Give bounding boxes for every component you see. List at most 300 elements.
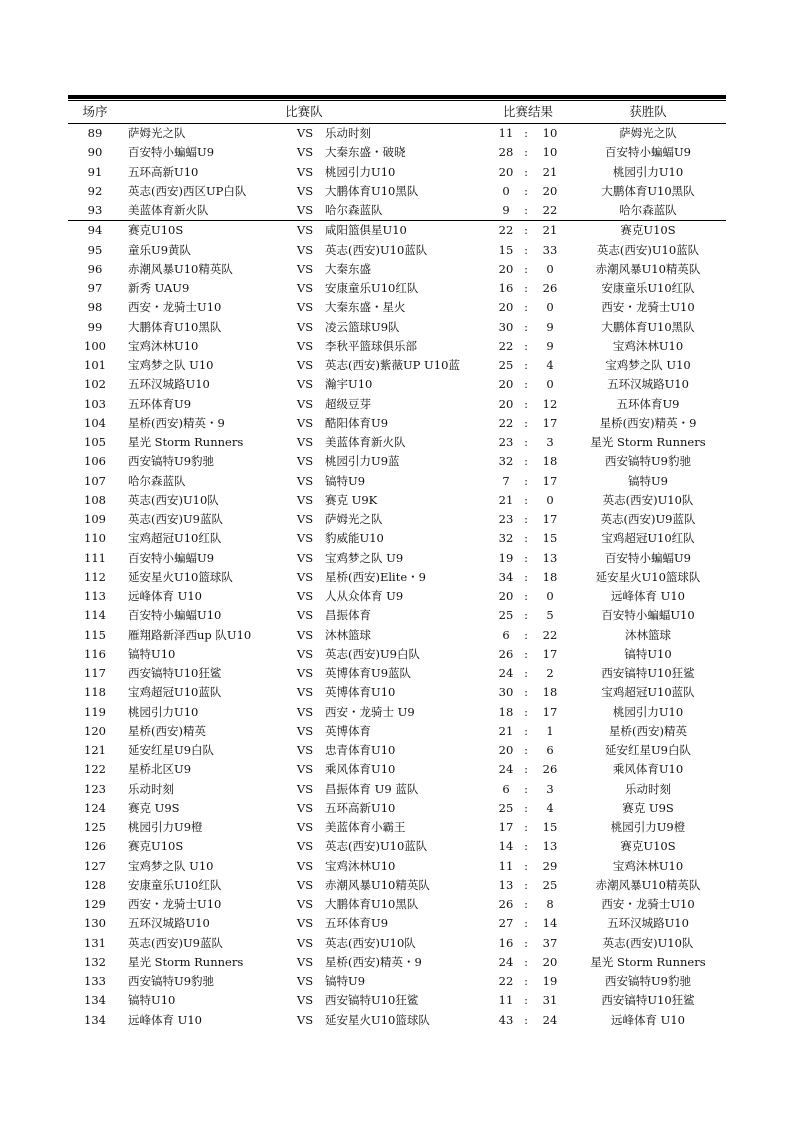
score-colon: :: [524, 145, 528, 160]
score-a: 22: [498, 974, 514, 988]
winner: 大鹏体育U10黑队: [601, 319, 695, 334]
team-b: 英志(西安)U10队: [325, 935, 416, 950]
score-b: 22: [542, 627, 558, 642]
team-a: 远峰体育 U10: [128, 589, 202, 603]
winner: 西安镐特U10狂鲨: [601, 993, 695, 1008]
team-b: 英博体育U10: [325, 685, 396, 700]
vs-label: VS: [296, 820, 314, 834]
score-b: 13: [542, 839, 558, 854]
match-number: 109: [84, 512, 106, 526]
team-a: 英志(西安)U10队: [128, 492, 219, 507]
score-colon: :: [524, 897, 528, 911]
table-row: [68, 722, 726, 741]
match-number: 121: [84, 743, 106, 757]
table-row: [68, 780, 726, 799]
winner: 桃园引力U10: [612, 704, 684, 719]
table-row: [68, 587, 726, 606]
vs-label: VS: [296, 415, 314, 430]
team-b: 忠青体育U10: [325, 743, 396, 757]
match-number: 103: [84, 396, 106, 411]
score-colon: :: [524, 877, 528, 892]
score-a: 43: [498, 1012, 514, 1027]
score-b: 17: [542, 473, 558, 488]
team-b: 凌云篮球U9队: [325, 319, 400, 334]
vs-label: VS: [296, 743, 314, 757]
team-a: 五环高新U10: [128, 164, 199, 179]
vs-label: VS: [296, 762, 314, 777]
score-a: 9: [502, 203, 510, 217]
results-table: [68, 95, 726, 1030]
table-row: [68, 279, 726, 298]
score-b: 17: [542, 646, 558, 661]
match-number: 119: [84, 704, 106, 719]
match-number: 134: [84, 1012, 106, 1027]
vs-label: VS: [296, 954, 314, 969]
team-a: 西安镐特U10狂鲨: [128, 666, 222, 680]
score-a: 0: [502, 183, 510, 198]
match-number: 120: [84, 723, 106, 738]
header-winner: 获胜队: [629, 104, 667, 119]
vs-label: VS: [296, 338, 314, 353]
team-a: 萨姆光之队: [128, 126, 186, 140]
score-colon: :: [524, 608, 528, 623]
table-row: [68, 703, 726, 722]
table-row: [68, 606, 726, 625]
header-result: 比赛结果: [502, 104, 553, 119]
vs-label: VS: [296, 666, 314, 680]
header-match-no: 场序: [82, 104, 108, 119]
team-b: 乘风体育U10: [325, 762, 396, 777]
winner: 延安星火U10篮球队: [595, 569, 701, 584]
score-colon: :: [524, 396, 528, 411]
score-colon: :: [524, 550, 528, 565]
vs-label: VS: [296, 377, 314, 392]
team-b: 瀚宇U10: [325, 377, 373, 392]
vs-label: VS: [296, 203, 314, 217]
score-b: 8: [546, 897, 554, 911]
score-b: 20: [542, 183, 558, 198]
score-a: 11: [498, 993, 514, 1008]
winner: 镐特U9: [627, 473, 668, 488]
score-a: 14: [498, 839, 514, 854]
match-number: 104: [84, 415, 106, 430]
vs-label: VS: [296, 126, 314, 140]
score-colon: :: [524, 762, 528, 777]
team-a: 延安红星U9白队: [128, 743, 215, 757]
winner: 百安特小蝙蝠U10: [601, 608, 695, 623]
team-a: 星桥北区U9: [128, 762, 192, 777]
winner: 五环汉城路U10: [607, 916, 689, 931]
score-b: 10: [542, 126, 558, 140]
team-a: 宝鸡超冠U10蓝队: [128, 685, 222, 700]
match-number: 112: [84, 569, 106, 584]
team-a: 远峰体育 U10: [128, 1012, 202, 1027]
team-a: 百安特小蝙蝠U9: [128, 145, 215, 160]
match-number: 101: [84, 358, 106, 372]
score-colon: :: [524, 242, 528, 257]
score-a: 22: [498, 338, 514, 353]
team-a: 五环汉城路U10: [128, 377, 210, 392]
winner: 宝鸡沐林U10: [612, 858, 684, 873]
score-b: 18: [542, 569, 558, 584]
team-b: 宝鸡梦之队 U9: [325, 550, 404, 565]
team-a: 西安镐特U9豹驰: [128, 974, 215, 988]
table-row: [68, 876, 726, 895]
score-b: 0: [546, 377, 554, 392]
match-number: 105: [84, 435, 106, 449]
score-a: 34: [498, 569, 514, 584]
team-b: 西安・龙骑士 U9: [325, 704, 415, 719]
score-a: 21: [498, 492, 514, 507]
score-b: 12: [542, 396, 558, 411]
winner: 五环汉城路U10: [607, 377, 689, 392]
match-number: 102: [84, 377, 106, 392]
table-row: [68, 953, 726, 972]
team-a: 乐动时刻: [128, 781, 174, 796]
table-row: [68, 837, 726, 856]
score-b: 17: [542, 512, 558, 526]
score-a: 20: [498, 261, 514, 276]
score-colon: :: [524, 338, 528, 353]
table-row: [68, 991, 726, 1010]
score-colon: :: [524, 454, 528, 469]
score-colon: :: [524, 781, 528, 796]
score-a: 30: [498, 685, 514, 700]
winner: 西安镐特U9豹驰: [604, 974, 691, 988]
winner: 英志(西安)U9蓝队: [600, 512, 696, 526]
score-a: 20: [498, 589, 514, 603]
winner: 英志(西安)U10队: [602, 935, 694, 950]
score-b: 0: [546, 589, 554, 603]
winner: 大鹏体育U10黑队: [601, 183, 695, 198]
team-a: 美蓝体育新火队: [128, 203, 209, 217]
table-row: [68, 143, 726, 162]
score-b: 9: [546, 319, 554, 334]
winner: 西安・龙骑士U10: [601, 300, 695, 315]
vs-label: VS: [296, 974, 314, 988]
table-row: [68, 337, 726, 356]
vs-label: VS: [296, 800, 314, 815]
vs-label: VS: [296, 435, 314, 449]
score-b: 19: [542, 974, 558, 988]
match-number: 94: [87, 223, 103, 238]
winner: 百安特小蝙蝠U9: [604, 550, 691, 565]
vs-label: VS: [296, 164, 314, 179]
vs-label: VS: [296, 858, 314, 873]
score-a: 30: [498, 319, 514, 334]
table-row: [68, 163, 726, 182]
table-row: [68, 645, 726, 664]
winner: 延安红星U9白队: [604, 743, 691, 757]
vs-label: VS: [296, 897, 314, 911]
team-b: 赛克 U9K: [325, 492, 378, 507]
score-a: 24: [498, 762, 514, 777]
winner: 赤潮风暴U10精英队: [595, 877, 701, 892]
team-b: 赤潮风暴U10精英队: [325, 877, 430, 892]
score-a: 32: [498, 531, 514, 546]
vs-label: VS: [296, 261, 314, 276]
score-colon: :: [524, 954, 528, 969]
winner: 星光 Storm Runners: [590, 435, 706, 449]
winner: 宝鸡超冠U10蓝队: [601, 685, 695, 700]
score-a: 11: [498, 858, 514, 873]
score-a: 26: [498, 897, 514, 911]
score-colon: :: [524, 415, 528, 430]
vs-label: VS: [296, 589, 314, 603]
score-b: 0: [546, 300, 554, 315]
team-b: 超级豆芽: [325, 396, 371, 411]
team-a: 宝鸡沐林U10: [128, 338, 199, 353]
vs-label: VS: [296, 492, 314, 507]
team-b: 沐林篮球: [325, 627, 371, 642]
match-number: 100: [84, 338, 106, 353]
winner: 英志(西安)U10队: [602, 492, 694, 507]
table-row: [68, 491, 726, 510]
score-a: 27: [498, 916, 514, 931]
table-row: [68, 220, 726, 240]
match-number: 122: [84, 762, 106, 777]
match-number: 90: [87, 145, 103, 160]
team-a: 英志(西安)U9蓝队: [128, 935, 223, 950]
team-b: 镐特U9: [325, 974, 366, 988]
score-a: 24: [498, 666, 514, 680]
score-b: 25: [542, 877, 558, 892]
score-a: 13: [498, 877, 514, 892]
table-row: [68, 201, 726, 220]
vs-label: VS: [296, 242, 314, 257]
team-a: 星光 Storm Runners: [128, 435, 244, 449]
team-a: 百安特小蝙蝠U10: [128, 608, 222, 623]
score-a: 20: [498, 377, 514, 392]
team-b: 大鹏体育U10黑队: [325, 183, 419, 198]
vs-label: VS: [296, 145, 314, 160]
score-colon: :: [524, 627, 528, 642]
winner: 镐特U10: [624, 646, 672, 661]
match-number: 126: [84, 839, 106, 854]
score-colon: :: [524, 126, 528, 140]
score-a: 20: [498, 396, 514, 411]
score-b: 24: [542, 1012, 558, 1027]
table-row: [68, 356, 726, 375]
vs-label: VS: [296, 569, 314, 584]
match-number: 106: [84, 454, 106, 469]
vs-label: VS: [296, 839, 314, 854]
table-row: [68, 375, 726, 394]
table-row: [68, 934, 726, 953]
score-a: 23: [498, 435, 514, 449]
team-b: 大秦东盛・破晓: [325, 145, 406, 160]
winner: 乐动时刻: [625, 781, 671, 796]
team-a: 宝鸡梦之队 U10: [128, 858, 214, 873]
team-a: 英志(西安)U9蓝队: [128, 512, 223, 526]
team-a: 桃园引力U10: [128, 704, 199, 719]
score-colon: :: [524, 261, 528, 276]
team-b: 昌振体育 U9 蓝队: [325, 781, 419, 796]
match-number: 127: [84, 858, 106, 873]
winner: 西安・龙骑士U10: [601, 897, 695, 911]
team-a: 赛克U10S: [128, 839, 184, 854]
match-number: 133: [84, 974, 106, 988]
score-b: 13: [542, 550, 558, 565]
team-b: 大鹏体育U10黑队: [325, 897, 419, 911]
winner: 桃园引力U9橙: [610, 820, 686, 834]
vs-label: VS: [296, 531, 314, 546]
score-b: 15: [542, 531, 558, 546]
team-a: 大鹏体育U10黑队: [128, 319, 222, 334]
vs-label: VS: [296, 704, 314, 719]
table-row: [68, 182, 726, 201]
score-b: 21: [542, 223, 558, 238]
match-number: 125: [84, 820, 106, 834]
vs-label: VS: [296, 183, 314, 198]
vs-label: VS: [296, 319, 314, 334]
table-row: [68, 741, 726, 760]
team-b: 大秦东盛: [325, 261, 371, 276]
table-row: [68, 433, 726, 452]
score-colon: :: [524, 492, 528, 507]
score-colon: :: [524, 839, 528, 854]
team-a: 雁翔路新泽西up 队U10: [128, 627, 252, 642]
table-row: [68, 818, 726, 837]
table-row: [68, 414, 726, 433]
team-a: 五环体育U9: [128, 396, 192, 411]
score-a: 20: [498, 743, 514, 757]
match-number: 91: [87, 164, 103, 179]
team-a: 星光 Storm Runners: [128, 954, 244, 969]
match-number: 93: [87, 203, 103, 217]
table-row: [68, 318, 726, 337]
team-b: 安康童乐U10红队: [325, 281, 419, 295]
score-colon: :: [524, 164, 528, 179]
score-b: 3: [546, 781, 554, 796]
table-body: [68, 124, 726, 1030]
score-b: 33: [542, 242, 558, 257]
table-row: [68, 298, 726, 317]
team-b: 大秦东盛・星火: [325, 300, 406, 315]
vs-label: VS: [296, 473, 314, 488]
match-number: 95: [87, 242, 103, 257]
team-a: 西安・龙骑士U10: [128, 897, 222, 911]
match-number: 98: [87, 300, 103, 315]
team-a: 哈尔森蓝队: [128, 473, 186, 488]
score-b: 17: [542, 704, 558, 719]
team-a: 镐特U10: [128, 646, 176, 661]
team-b: 星桥(西安)精英・9: [325, 954, 422, 969]
winner: 星光 Storm Runners: [590, 954, 706, 969]
table-row: [68, 472, 726, 491]
team-b: 五环体育U9: [325, 916, 389, 931]
match-number: 97: [87, 281, 103, 295]
table-row: [68, 664, 726, 683]
winner: 桃园引力U10: [612, 164, 684, 179]
score-a: 22: [498, 223, 514, 238]
table-row: [68, 857, 726, 876]
score-colon: :: [524, 916, 528, 931]
score-colon: :: [524, 743, 528, 757]
vs-label: VS: [296, 685, 314, 700]
score-colon: :: [524, 935, 528, 950]
team-a: 赛克 U9S: [128, 800, 180, 815]
score-a: 24: [498, 954, 514, 969]
match-number: 131: [84, 935, 106, 950]
top-rule-thick: [68, 95, 726, 99]
winner: 安康童乐U10红队: [601, 281, 695, 295]
score-colon: :: [524, 993, 528, 1008]
table-row: [68, 1011, 726, 1030]
score-colon: :: [524, 685, 528, 700]
winner: 百安特小蝙蝠U9: [604, 145, 691, 160]
team-b: 宝鸡沐林U10: [325, 858, 396, 873]
team-a: 桃园引力U9橙: [128, 820, 203, 834]
team-b: 桃园引力U10: [325, 164, 396, 179]
score-a: 6: [502, 781, 510, 796]
score-b: 17: [542, 415, 558, 430]
team-a: 新秀 UAU9: [128, 281, 190, 295]
team-b: 咸阳篮俱星U10: [325, 223, 407, 238]
score-a: 6: [502, 627, 510, 642]
score-colon: :: [524, 704, 528, 719]
score-colon: :: [524, 800, 528, 815]
winner: 赛克 U9S: [622, 800, 674, 815]
winner: 五环体育U9: [616, 396, 680, 411]
vs-label: VS: [296, 877, 314, 892]
score-colon: :: [524, 281, 528, 295]
score-b: 21: [542, 164, 558, 179]
match-number: 123: [84, 781, 106, 796]
winner: 宝鸡超冠U10红队: [601, 531, 695, 546]
header-row: [68, 101, 726, 124]
table-row: [68, 549, 726, 568]
match-number: 132: [84, 954, 106, 969]
score-a: 25: [498, 800, 514, 815]
match-number: 96: [87, 261, 103, 276]
vs-label: VS: [296, 512, 314, 526]
score-b: 4: [546, 800, 554, 815]
score-a: 17: [498, 820, 514, 834]
score-colon: :: [524, 473, 528, 488]
vs-label: VS: [296, 935, 314, 950]
vs-label: VS: [296, 916, 314, 931]
vs-label: VS: [296, 723, 314, 738]
score-colon: :: [524, 666, 528, 680]
winner: 英志(西安)U10蓝队: [596, 242, 700, 257]
match-number: 114: [84, 608, 106, 623]
vs-label: VS: [296, 608, 314, 623]
team-b: 英志(西安)U10蓝队: [325, 242, 428, 257]
winner: 沐林篮球: [625, 627, 671, 642]
team-a: 西安镐特U9豹驰: [128, 454, 215, 469]
header-teams: 比赛队: [285, 104, 323, 119]
match-number: 92: [87, 183, 103, 198]
team-b: 李秋平篮球俱乐部: [325, 338, 417, 353]
score-b: 4: [546, 358, 554, 372]
match-number: 124: [84, 800, 106, 815]
team-a: 赤潮风暴U10精英队: [128, 261, 233, 276]
score-b: 14: [542, 916, 558, 931]
team-b: 人从众体育 U9: [325, 589, 404, 603]
score-b: 1: [546, 723, 554, 738]
match-number: 110: [84, 531, 106, 546]
score-colon: :: [524, 589, 528, 603]
winner: 西安镐特U9豹驰: [604, 454, 691, 469]
score-b: 2: [546, 666, 554, 680]
match-number: 111: [84, 550, 106, 565]
match-number: 115: [84, 627, 106, 642]
score-a: 22: [498, 415, 514, 430]
vs-label: VS: [296, 1012, 314, 1027]
score-a: 15: [498, 242, 514, 257]
team-a: 延安星火U10篮球队: [128, 569, 233, 584]
